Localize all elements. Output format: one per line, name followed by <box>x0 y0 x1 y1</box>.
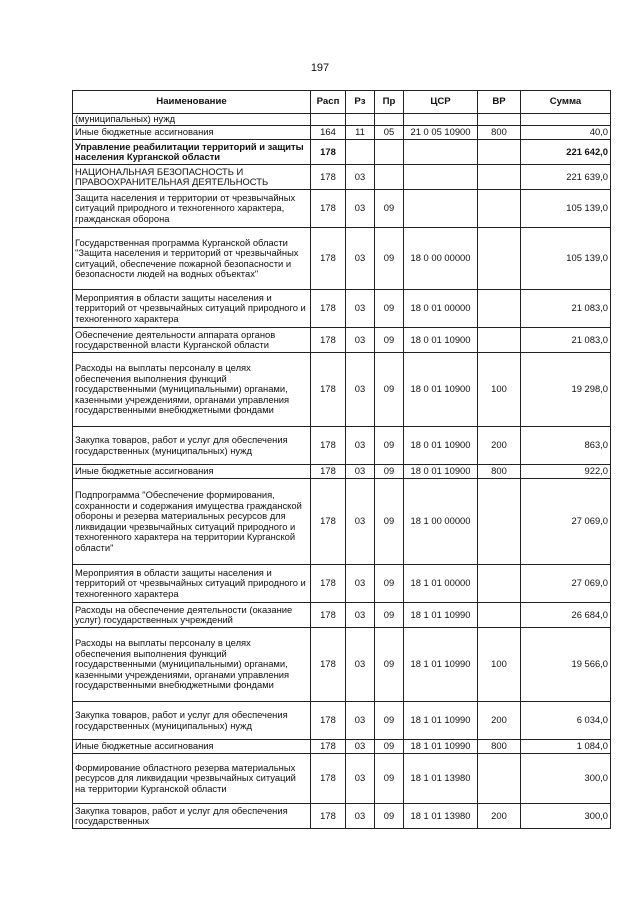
row-pr: 05 <box>375 126 404 140</box>
table-row <box>73 565 611 603</box>
row-pr: 09 <box>375 353 404 427</box>
table-row <box>73 427 611 465</box>
row-csr: 18 1 00 00000 <box>404 479 478 565</box>
row-pr: 09 <box>375 754 404 804</box>
row-name: Закупка товаров, работ и услуг для обеспечения государственных (муниципальных) нужд <box>73 702 311 740</box>
row-vr: 800 <box>478 740 521 754</box>
row-name: Государственная программа Курганской области "Защита населения и территорий от чрезвычайных ситуаций, обеспечение пожарной безопасности и безопасности людей на водных объектах" <box>73 228 311 290</box>
row-vr <box>478 190 521 228</box>
row-rz: 03 <box>346 328 375 353</box>
row-csr: 21 0 05 10900 <box>404 126 478 140</box>
row-rasp: 178 <box>311 328 346 353</box>
row-pr: 09 <box>375 228 404 290</box>
row-rasp: 178 <box>311 465 346 479</box>
row-sum: 26 684,0 <box>521 603 611 628</box>
row-vr <box>478 140 521 165</box>
row-sum: 19 298,0 <box>521 353 611 427</box>
row-sum: 40,0 <box>521 126 611 140</box>
page-number: 197 <box>310 62 330 74</box>
row-name: Мероприятия в области защиты населения и территорий от чрезвычайных ситуаций природного и техногенного характера <box>73 565 311 603</box>
row-pr: 09 <box>375 628 404 702</box>
header-rasp: Расп <box>311 91 346 114</box>
row-vr: 200 <box>478 804 521 829</box>
row-sum: 6 034,0 <box>521 702 611 740</box>
row-csr <box>404 165 478 190</box>
budget-table <box>72 90 611 829</box>
row-name: Подпрограмма "Обеспечение формирования, сохранности и содержания имущества гражданской обороны и резерва материальных ресурсов для ликвидации чрезвычайных ситуаций природного и техногенного характера на территории Курганской области" <box>73 479 311 565</box>
table-row <box>73 479 611 565</box>
row-csr: 18 0 01 10900 <box>404 427 478 465</box>
row-sum: 300,0 <box>521 754 611 804</box>
row-sum: 863,0 <box>521 427 611 465</box>
row-name: Обеспечение деятельности аппарата органов государственной власти Курганской области <box>73 328 311 353</box>
row-vr: 200 <box>478 702 521 740</box>
row-pr <box>375 140 404 165</box>
row-rz: 03 <box>346 754 375 804</box>
row-csr <box>404 114 478 126</box>
row-vr <box>478 165 521 190</box>
row-pr: 09 <box>375 465 404 479</box>
row-csr: 18 1 01 13980 <box>404 754 478 804</box>
row-vr <box>478 290 521 328</box>
table-row <box>73 228 611 290</box>
row-rz: 03 <box>346 565 375 603</box>
table-row <box>73 702 611 740</box>
row-rz: 03 <box>346 804 375 829</box>
row-sum: 105 139,0 <box>521 228 611 290</box>
row-sum: 21 083,0 <box>521 328 611 353</box>
row-rasp: 178 <box>311 228 346 290</box>
table-row <box>73 804 611 829</box>
row-pr: 09 <box>375 479 404 565</box>
row-pr: 09 <box>375 565 404 603</box>
row-name: Иные бюджетные ассигнования <box>73 126 311 140</box>
row-pr: 09 <box>375 702 404 740</box>
table-row <box>73 740 611 754</box>
row-sum: 27 069,0 <box>521 479 611 565</box>
row-name: Расходы на выплаты персоналу в целях обеспечения выполнения функций государственными (муниципальными) органами, казенными учреждениями, органами управления государственными внебюджетными фондами <box>73 353 311 427</box>
row-pr: 09 <box>375 328 404 353</box>
row-name: Расходы на обеспечение деятельности (оказание услуг) государственных учреждений <box>73 603 311 628</box>
row-rz: 03 <box>346 165 375 190</box>
row-rasp: 178 <box>311 754 346 804</box>
table-row <box>73 353 611 427</box>
row-csr: 18 0 01 10900 <box>404 328 478 353</box>
row-pr: 09 <box>375 190 404 228</box>
row-csr: 18 0 00 00000 <box>404 228 478 290</box>
row-sum: 105 139,0 <box>521 190 611 228</box>
row-sum <box>521 114 611 126</box>
row-csr <box>404 190 478 228</box>
row-rz <box>346 114 375 126</box>
table-row <box>73 190 611 228</box>
row-sum: 922,0 <box>521 465 611 479</box>
row-vr <box>478 228 521 290</box>
row-rasp: 164 <box>311 126 346 140</box>
row-rz: 03 <box>346 465 375 479</box>
row-pr: 09 <box>375 427 404 465</box>
row-name: Расходы на выплаты персоналу в целях обеспечения выполнения функций государственными (муниципальными) органами, казенными учреждениями, органами управления государственными внебюджетными фондами <box>73 628 311 702</box>
table-row <box>73 754 611 804</box>
row-rasp: 178 <box>311 140 346 165</box>
row-rasp: 178 <box>311 190 346 228</box>
row-vr: 200 <box>478 427 521 465</box>
row-rz: 03 <box>346 603 375 628</box>
row-rz: 03 <box>346 427 375 465</box>
row-csr: 18 1 01 00000 <box>404 565 478 603</box>
row-sum: 221 639,0 <box>521 165 611 190</box>
row-rz: 03 <box>346 190 375 228</box>
row-vr: 100 <box>478 353 521 427</box>
row-vr <box>478 603 521 628</box>
row-rasp: 178 <box>311 740 346 754</box>
row-name: Закупка товаров, работ и услуг для обеспечения государственных <box>73 804 311 829</box>
row-rz <box>346 140 375 165</box>
row-rasp: 178 <box>311 165 346 190</box>
row-rz: 11 <box>346 126 375 140</box>
row-rasp: 178 <box>311 565 346 603</box>
row-rz: 03 <box>346 740 375 754</box>
row-rz: 03 <box>346 628 375 702</box>
row-csr: 18 0 01 00000 <box>404 290 478 328</box>
header-sum: Сумма <box>521 91 611 114</box>
table-row <box>73 465 611 479</box>
header-vr: ВР <box>478 91 521 114</box>
row-pr <box>375 165 404 190</box>
row-vr: 100 <box>478 628 521 702</box>
row-csr: 18 1 01 10990 <box>404 603 478 628</box>
row-name: Защита населения и территории от чрезвычайных ситуаций природного и техногенного характера, гражданская оборона <box>73 190 311 228</box>
row-sum: 27 069,0 <box>521 565 611 603</box>
row-name: Иные бюджетные ассигнования <box>73 465 311 479</box>
row-csr: 18 1 01 13980 <box>404 804 478 829</box>
row-rasp: 178 <box>311 427 346 465</box>
row-sum: 21 083,0 <box>521 290 611 328</box>
table-row <box>73 140 611 165</box>
row-csr: 18 0 01 10900 <box>404 353 478 427</box>
header-csr: ЦСР <box>404 91 478 114</box>
header-row <box>73 91 611 114</box>
table-row <box>73 603 611 628</box>
row-vr: 800 <box>478 465 521 479</box>
row-pr <box>375 114 404 126</box>
row-sum: 1 084,0 <box>521 740 611 754</box>
row-name: Формирование областного резерва материальных ресурсов для ликвидации чрезвычайных ситуаций на территории Курганской области <box>73 754 311 804</box>
row-csr: 18 1 01 10990 <box>404 702 478 740</box>
row-rz: 03 <box>346 702 375 740</box>
header-pr: Пр <box>375 91 404 114</box>
row-vr: 800 <box>478 126 521 140</box>
row-vr <box>478 754 521 804</box>
row-rasp: 178 <box>311 702 346 740</box>
row-name: (муниципальных) нужд <box>73 114 311 126</box>
row-name: Закупка товаров, работ и услуг для обеспечения государственных (муниципальных) нужд <box>73 427 311 465</box>
row-rasp: 178 <box>311 628 346 702</box>
row-vr <box>478 479 521 565</box>
row-pr: 09 <box>375 290 404 328</box>
row-vr <box>478 328 521 353</box>
table-row <box>73 165 611 190</box>
row-csr <box>404 140 478 165</box>
row-csr: 18 1 01 10990 <box>404 628 478 702</box>
row-sum: 19 566,0 <box>521 628 611 702</box>
header-rz: Рз <box>346 91 375 114</box>
row-name: НАЦИОНАЛЬНАЯ БЕЗОПАСНОСТЬ И ПРАВООХРАНИТЕЛЬНАЯ ДЕЯТЕЛЬНОСТЬ <box>73 165 311 190</box>
row-rasp: 178 <box>311 290 346 328</box>
row-rz: 03 <box>346 353 375 427</box>
row-vr <box>478 565 521 603</box>
row-pr: 09 <box>375 603 404 628</box>
table-row <box>73 114 611 126</box>
row-csr: 18 0 01 10900 <box>404 465 478 479</box>
row-rz: 03 <box>346 479 375 565</box>
row-name: Управление реабилитации территорий и защиты населения Курганской области <box>73 140 311 165</box>
row-rasp: 178 <box>311 479 346 565</box>
row-rasp: 178 <box>311 353 346 427</box>
row-rasp: 178 <box>311 603 346 628</box>
row-rasp: 178 <box>311 804 346 829</box>
row-vr <box>478 114 521 126</box>
row-sum: 221 642,0 <box>521 140 611 165</box>
table-row <box>73 328 611 353</box>
row-name: Мероприятия в области защиты населения и территорий от чрезвычайных ситуаций природного и техногенного характера <box>73 290 311 328</box>
row-pr: 09 <box>375 804 404 829</box>
row-rz: 03 <box>346 290 375 328</box>
row-rasp <box>311 114 346 126</box>
row-pr: 09 <box>375 740 404 754</box>
table-row <box>73 628 611 702</box>
table-row <box>73 290 611 328</box>
row-rz: 03 <box>346 228 375 290</box>
table-row <box>73 126 611 140</box>
header-name: Наименование <box>73 91 311 114</box>
row-name: Иные бюджетные ассигнования <box>73 740 311 754</box>
row-sum: 300,0 <box>521 804 611 829</box>
row-csr: 18 1 01 10990 <box>404 740 478 754</box>
